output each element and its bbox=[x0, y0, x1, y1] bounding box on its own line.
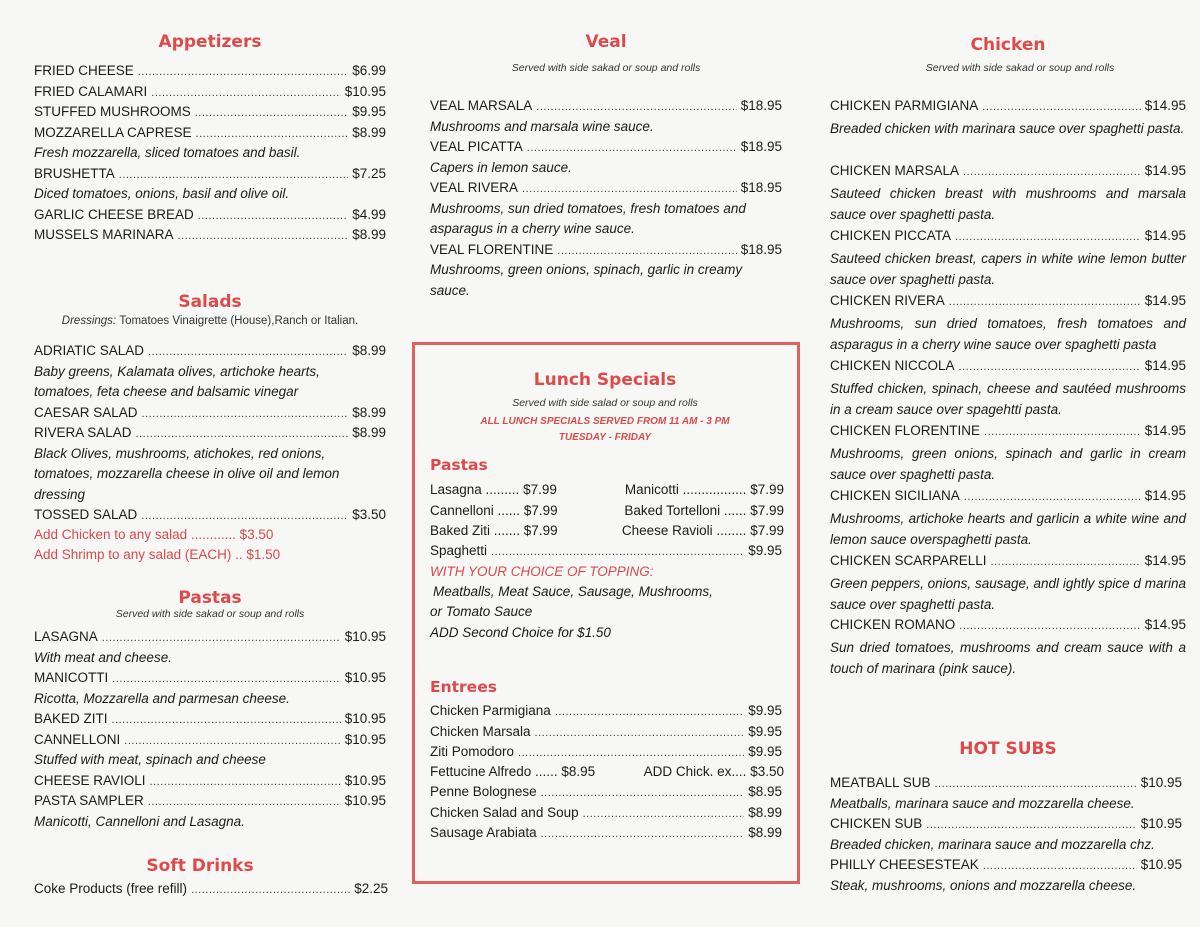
item-description: asparagus in a cherry wine sauce. bbox=[430, 221, 635, 236]
left-pasta bbox=[430, 480, 557, 501]
lunch-hours: ALL LUNCH SPECIALS SERVED FROM 11 AM - 3 PM bbox=[480, 416, 730, 427]
item-name: TOSSED SALAD bbox=[34, 507, 138, 522]
item-name: Chicken Marsala bbox=[430, 723, 531, 739]
item-price: $10.95 bbox=[344, 731, 386, 747]
item-price: $14.95 bbox=[1144, 553, 1186, 568]
item-name: VEAL FLORENTINE bbox=[430, 241, 554, 257]
dot-leader bbox=[119, 165, 348, 186]
dot-leader bbox=[148, 792, 341, 813]
item-description: With meat and cheese. bbox=[34, 649, 172, 665]
menu-item bbox=[430, 803, 782, 825]
item-description: Black Olives, mushrooms, atichokes, red onions, bbox=[34, 445, 326, 461]
menu-item bbox=[430, 96, 782, 118]
item-price: $8.99 bbox=[352, 404, 386, 420]
item-price: $7.99 bbox=[523, 482, 557, 497]
left-pasta bbox=[430, 521, 558, 542]
chicken-item bbox=[830, 161, 1186, 226]
veal-heading: Veal bbox=[585, 32, 627, 52]
salad-addon-chicken: Add Chicken to any salad ............ $3.50 bbox=[34, 527, 274, 542]
item-price: $6.99 bbox=[352, 63, 386, 78]
dot-leader bbox=[518, 743, 744, 764]
menu-item bbox=[430, 701, 782, 723]
dot-leader bbox=[150, 772, 341, 793]
menu-item bbox=[34, 61, 386, 83]
item-price: $14.95 bbox=[1144, 488, 1186, 503]
dot-leader bbox=[536, 97, 736, 118]
chicken-heading: Chicken bbox=[970, 35, 1046, 55]
lunch-days: TUESDAY - FRIDAY bbox=[558, 432, 652, 443]
dot-leader bbox=[151, 83, 340, 104]
dot-leader bbox=[535, 723, 745, 744]
dot-leader bbox=[541, 824, 745, 845]
chicken-item bbox=[830, 226, 1186, 291]
item-name: CHICKEN MARSALA bbox=[830, 163, 960, 178]
item-description: Capers in lemon sauce. bbox=[430, 159, 572, 175]
lunch-entrees-heading: Entrees bbox=[430, 678, 497, 696]
lunch-fettucine bbox=[430, 762, 784, 783]
item-name: Cheese Ravioli ........ bbox=[621, 523, 747, 538]
menu-item bbox=[430, 178, 782, 200]
menu-item bbox=[34, 403, 386, 425]
menu-item bbox=[830, 855, 1182, 877]
salads-heading: Salads bbox=[178, 292, 242, 312]
item-name: Spaghetti bbox=[430, 543, 488, 558]
item-price: $8.95 bbox=[561, 764, 596, 779]
item-price: $10.95 bbox=[344, 629, 386, 644]
item-price: $2.25 bbox=[354, 881, 388, 896]
item-description: Mushrooms, sun dried tomatoes, fresh tomatoes and bbox=[430, 200, 746, 216]
item-price: $9.95 bbox=[748, 744, 782, 759]
item-name: VEAL MARSALA bbox=[430, 98, 533, 113]
extra-price: $3.50 bbox=[750, 764, 784, 779]
item-description: Breaded chicken with marinara sauce over spaghetti pasta. bbox=[830, 120, 1185, 136]
item-description: tomatoes, feta cheese and balsamic vinegar bbox=[34, 384, 299, 399]
dot-leader bbox=[541, 783, 745, 804]
item-description: Sauteed chicken breast with mushrooms and marsala sauce over spaghetti pasta. bbox=[830, 185, 1186, 222]
item-price: $8.99 bbox=[352, 227, 386, 242]
dot-leader bbox=[926, 815, 1136, 836]
item-price: $7.25 bbox=[352, 165, 386, 181]
item-description: Mushrooms, artichoke hearts and garlicin a white wine and lemon sauce overspaghetti pasta. bbox=[830, 510, 1186, 547]
item-name: ADRIATIC SALAD bbox=[34, 343, 145, 358]
item-name: FRIED CHEESE bbox=[34, 63, 134, 78]
item-price: $10.95 bbox=[1140, 775, 1182, 790]
item-name: CHICKEN PARMIGIANA bbox=[830, 98, 979, 113]
dot-leader bbox=[963, 162, 1141, 183]
item-price: $10.95 bbox=[344, 711, 386, 726]
item-name: Lasagna ......... bbox=[430, 482, 520, 497]
item-name: Penne Bolognese bbox=[430, 784, 537, 799]
menu-item bbox=[430, 240, 782, 262]
item-name: MANICOTTI bbox=[34, 670, 109, 685]
item-price: $14.95 bbox=[1144, 617, 1186, 632]
item-price: $8.99 bbox=[352, 343, 386, 358]
lunch-pastas-heading: Pastas bbox=[430, 456, 488, 474]
item-name: Sausage Arabiata bbox=[430, 825, 537, 840]
item-description: dressing bbox=[34, 486, 86, 502]
lunch-heading: Lunch Specials bbox=[533, 370, 677, 390]
item-name: Fettucine Alfredo ...... bbox=[430, 764, 558, 779]
item-description: Baby greens, Kalamata olives, artichoke hearts, bbox=[34, 363, 320, 379]
menu-item bbox=[34, 423, 386, 445]
dot-leader bbox=[136, 424, 349, 445]
item-price: $4.99 bbox=[352, 206, 386, 222]
item-price: $18.95 bbox=[740, 98, 782, 113]
item-name: Cannelloni ...... bbox=[430, 502, 521, 518]
item-name: VEAL PICATTA bbox=[430, 139, 523, 154]
dot-leader bbox=[142, 404, 349, 425]
lunch-subtitle: Served with side salad or soup and rolls bbox=[512, 397, 698, 409]
item-price: $10.95 bbox=[344, 83, 386, 99]
chicken-item bbox=[830, 421, 1186, 486]
item-description: Ricotta, Mozzarella and parmesan cheese. bbox=[34, 690, 290, 706]
right-pasta bbox=[624, 501, 784, 522]
item-price: $10.95 bbox=[1140, 857, 1182, 872]
item-description: Manicotti, Cannelloni and Lasagna. bbox=[34, 813, 245, 829]
item-description: Fresh mozzarella, sliced tomatoes and basil. bbox=[34, 145, 301, 160]
menu-item bbox=[34, 341, 386, 363]
item-description: sauce. bbox=[430, 282, 470, 298]
item-name: CHICKEN RIVERA bbox=[830, 293, 945, 308]
item-name: CANNELLONI bbox=[34, 731, 121, 747]
salads-dressings bbox=[34, 315, 386, 327]
item-name: Baked Ziti ....... bbox=[430, 523, 521, 538]
item-price: $14.95 bbox=[1144, 358, 1186, 373]
item-price: $18.95 bbox=[740, 241, 782, 257]
right-pasta bbox=[625, 480, 784, 501]
item-name: CHICKEN SICILIANA bbox=[830, 488, 960, 503]
menu-item bbox=[34, 225, 386, 247]
menu-item bbox=[830, 356, 1186, 378]
veal-subtitle: Served with side sakad or soup and rolls bbox=[511, 62, 701, 74]
appetizers-heading: Appetizers bbox=[158, 32, 262, 52]
chicken-item bbox=[830, 291, 1186, 356]
item-price: $8.99 bbox=[352, 425, 386, 440]
dot-leader bbox=[195, 103, 348, 124]
hot-subs-heading: HOT SUBS bbox=[959, 739, 1057, 759]
item-price: $18.95 bbox=[740, 139, 782, 154]
dot-leader bbox=[196, 124, 349, 145]
dot-leader bbox=[955, 227, 1141, 248]
dot-leader bbox=[148, 342, 348, 363]
dot-leader bbox=[102, 628, 341, 649]
menu-item bbox=[830, 291, 1186, 313]
item-name: CHEESE RAVIOLI bbox=[34, 772, 146, 788]
menu-item bbox=[830, 96, 1186, 118]
item-price: $7.99 bbox=[750, 502, 784, 518]
dot-leader bbox=[124, 731, 340, 752]
item-price: $9.95 bbox=[352, 104, 386, 119]
item-price: $9.95 bbox=[748, 703, 782, 718]
item-name: MEATBALL SUB bbox=[830, 775, 931, 790]
item-description: Stuffed chicken, spinach, cheese and sautéed mushrooms in a cream sauce over spagehtti pasta. bbox=[830, 380, 1186, 417]
item-price: $14.95 bbox=[1144, 98, 1186, 113]
item-name: BAKED ZITI bbox=[34, 711, 108, 726]
item-name: STUFFED MUSHROOMS bbox=[34, 104, 191, 119]
item-description: Diced tomatoes, onions, basil and olive oil. bbox=[34, 186, 290, 201]
item-name: VEAL RIVERA bbox=[430, 180, 519, 195]
chicken-item bbox=[830, 615, 1186, 680]
item-price: $7.99 bbox=[750, 523, 784, 538]
item-description: Steak, mushrooms, onions and mozzarella cheese. bbox=[830, 877, 1137, 893]
item-price: $10.95 bbox=[1140, 816, 1182, 831]
dot-leader bbox=[522, 179, 737, 200]
chicken-item bbox=[830, 356, 1186, 421]
item-price: $14.95 bbox=[1144, 228, 1186, 243]
menu-item bbox=[34, 82, 386, 104]
item-description: Mushrooms and marsala wine sauce. bbox=[430, 118, 654, 134]
item-name: Coke Products (free refill) bbox=[34, 881, 188, 896]
item-name: PHILLY CHEESESTEAK bbox=[830, 857, 979, 872]
topping-line-2: or Tomato Sauce bbox=[430, 604, 533, 619]
item-description: Stuffed with meat, spinach and cheese bbox=[34, 752, 266, 767]
item-name: Baked Tortelloni ...... bbox=[624, 502, 747, 518]
item-price: $18.95 bbox=[740, 180, 782, 195]
dressing-label: Dressings: bbox=[61, 315, 117, 327]
item-price: $14.95 bbox=[1144, 163, 1186, 178]
chicken-subtitle: Served with side sakad or soup and rolls bbox=[925, 62, 1115, 74]
item-name: Chicken Salad and Soup bbox=[430, 804, 579, 820]
item-name: FRIED CALAMARI bbox=[34, 83, 148, 99]
item-price: $7.99 bbox=[523, 523, 558, 538]
item-name: Manicotti ................. bbox=[624, 482, 747, 497]
menu-item bbox=[34, 771, 386, 793]
item-price: $14.95 bbox=[1144, 423, 1186, 438]
menu-item bbox=[34, 879, 388, 901]
item-price: $14.95 bbox=[1144, 293, 1186, 308]
dot-leader bbox=[191, 880, 350, 901]
menu-item bbox=[830, 486, 1186, 508]
item-price: $7.99 bbox=[523, 502, 558, 518]
menu-item bbox=[830, 615, 1186, 637]
item-price: $8.95 bbox=[748, 784, 782, 799]
item-name: MUSSELS MARINARA bbox=[34, 227, 174, 242]
menu-item bbox=[430, 782, 782, 804]
menu-item bbox=[34, 709, 386, 731]
item-name: CHICKEN FLORENTINE bbox=[830, 423, 981, 438]
menu-item bbox=[830, 226, 1186, 248]
menu-item bbox=[34, 505, 386, 527]
pastas-heading: Pastas bbox=[178, 588, 242, 608]
menu-item bbox=[830, 814, 1182, 836]
item-price: $10.95 bbox=[344, 772, 386, 788]
dot-leader bbox=[982, 97, 1140, 118]
pastas-subtitle: Served with side sakad or soup and rolls bbox=[115, 608, 305, 620]
item-name: RIVERA SALAD bbox=[34, 425, 132, 440]
item-price: $10.95 bbox=[344, 793, 386, 808]
dot-leader bbox=[178, 226, 349, 247]
chicken-item bbox=[830, 486, 1186, 551]
item-description: Meatballs, marinara sauce and mozzarella cheese. bbox=[830, 795, 1135, 811]
dot-leader bbox=[983, 856, 1137, 877]
item-description: Mushrooms, sun dried tomatoes, fresh tomatoes and asparagus in a cherry wine sauce over spaghetti pasta bbox=[830, 315, 1186, 352]
dressing-text: Tomatoes Vinaigrette (House),Ranch or Italian. bbox=[119, 315, 359, 327]
menu-item bbox=[830, 161, 1186, 183]
dot-leader bbox=[527, 138, 737, 159]
dot-leader bbox=[984, 422, 1141, 443]
topping-heading: WITH YOUR CHOICE OF TOPPING: bbox=[430, 564, 654, 579]
menu-item bbox=[34, 205, 386, 227]
menu-item bbox=[430, 722, 782, 744]
item-name: Chicken Parmigiana bbox=[430, 703, 551, 718]
item-price: $9.95 bbox=[748, 543, 782, 558]
item-name: CHICKEN PICCATA bbox=[830, 228, 952, 243]
item-description: Green peppers, onions, sausage, andl ightly spice d marina sauce over spaghetti pasta. bbox=[830, 575, 1186, 612]
item-price: $3.50 bbox=[352, 507, 386, 522]
menu-item bbox=[430, 823, 782, 845]
dot-leader bbox=[112, 669, 340, 690]
item-price: $9.95 bbox=[748, 723, 782, 739]
item-description: tomatoes, mozzarella cheese in olive oil and lemon bbox=[34, 466, 340, 481]
chicken-item bbox=[830, 96, 1186, 139]
menu-item bbox=[34, 730, 386, 752]
item-description: Sauteed chicken breast, capers in white wine lemon butter sauce over spaghetti pasta. bbox=[830, 250, 1186, 287]
topping-line-1: Meatballs, Meat Sauce, Sausage, Mushrooms, bbox=[433, 584, 713, 599]
extra-name: ADD Chick. ex.... bbox=[643, 764, 747, 779]
item-price: $7.99 bbox=[750, 482, 784, 497]
menu-item bbox=[830, 773, 1182, 795]
menu-item bbox=[34, 123, 386, 145]
menu-item bbox=[34, 102, 386, 124]
item-description: Mushrooms, green onions, spinach, garlic in creamy bbox=[430, 262, 743, 277]
item-name: LASAGNA bbox=[34, 629, 98, 644]
menu-item bbox=[830, 551, 1186, 573]
dot-leader bbox=[555, 702, 744, 723]
dot-leader bbox=[138, 62, 348, 83]
dot-leader bbox=[141, 506, 348, 527]
item-description: Sun dried tomatoes, mushrooms and cream sauce with a touch of marinara (pink sauce). bbox=[830, 639, 1186, 676]
item-name: CAESAR SALAD bbox=[34, 404, 138, 420]
menu-item bbox=[34, 668, 386, 690]
dot-leader bbox=[112, 710, 341, 731]
dot-leader bbox=[964, 487, 1141, 508]
lunch-spaghetti bbox=[430, 541, 782, 563]
item-name: MOZZARELLA CAPRESE bbox=[34, 124, 192, 140]
menu-item bbox=[34, 627, 386, 649]
item-name: CHICKEN SUB bbox=[830, 816, 923, 831]
item-description: Breaded chicken, marinara sauce and mozzarella chz. bbox=[830, 836, 1155, 852]
dot-leader bbox=[959, 616, 1140, 637]
item-name: CHICKEN SCARPARELLI bbox=[830, 553, 987, 568]
salad-addon-shrimp: Add Shrimp to any salad (EACH) .. $1.50 bbox=[34, 547, 281, 562]
menu-item bbox=[830, 421, 1186, 443]
item-description: Mushrooms, green onions, spinach and garlic in cream sauce over spaghetti pasta. bbox=[830, 445, 1186, 482]
menu-item bbox=[34, 791, 386, 813]
left-pasta bbox=[430, 501, 558, 522]
right-pasta bbox=[622, 521, 784, 542]
menu-item bbox=[430, 137, 782, 159]
dot-leader bbox=[959, 357, 1141, 378]
item-price: $8.99 bbox=[748, 825, 782, 840]
dot-leader bbox=[557, 241, 736, 262]
item-name: GARLIC CHEESE BREAD bbox=[34, 206, 194, 222]
dot-leader bbox=[198, 206, 348, 227]
item-price: $10.95 bbox=[344, 670, 386, 685]
item-name: CHICKEN NICCOLA bbox=[830, 358, 955, 373]
item-price: $8.99 bbox=[352, 124, 386, 140]
dot-leader bbox=[991, 552, 1141, 573]
second-choice: ADD Second Choice for $1.50 bbox=[430, 625, 611, 640]
soft-drinks-heading: Soft Drinks bbox=[146, 856, 254, 876]
menu-item bbox=[430, 742, 782, 764]
menu-item bbox=[34, 164, 386, 186]
dot-leader bbox=[949, 292, 1141, 313]
chicken-item bbox=[830, 551, 1186, 616]
dot-leader bbox=[935, 774, 1137, 795]
dot-leader bbox=[583, 804, 745, 825]
item-name: CHICKEN ROMANO bbox=[830, 617, 956, 632]
item-name: PASTA SAMPLER bbox=[34, 793, 144, 808]
item-price: $8.99 bbox=[748, 804, 782, 820]
item-name: Ziti Pomodoro bbox=[430, 744, 515, 759]
item-name: BRUSHETTA bbox=[34, 165, 115, 181]
